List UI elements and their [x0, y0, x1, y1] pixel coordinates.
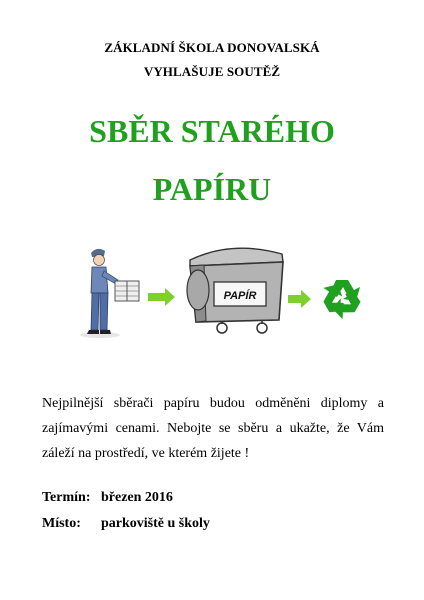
- title-line-2: PAPÍRU: [152, 171, 272, 207]
- arrow-right-icon: [148, 288, 175, 306]
- container-label: PAPÍR: [223, 290, 257, 302]
- arrow-right-icon: [288, 290, 311, 308]
- term-row: [42, 490, 173, 506]
- recycle-icon: [317, 280, 363, 323]
- school-name: ZÁKLADNÍ ŠKOLA DONOVALSKÁ: [104, 40, 320, 55]
- place-label: Místo:: [42, 516, 81, 531]
- announcement-subtitle: VYHLAŠUJE SOUTĚŽ: [143, 64, 281, 79]
- announcement-text: Nejpilnější sběrači papíru budou odměněni diplomy a zajímavými cenami. Nebojte se sběru a ukažte, že Vám záleží na prostředí, ve kterém žijete !: [42, 396, 384, 461]
- term-value: březen 2016: [101, 490, 173, 505]
- place-row: [42, 516, 210, 532]
- title-line-1: SBĚR STARÉHO: [89, 113, 335, 149]
- term-label: Termín:: [42, 490, 91, 505]
- person-carrying-paper-icon: [80, 249, 139, 338]
- place-value: parkoviště u školy: [101, 516, 210, 531]
- recycling-illustration: [0, 240, 424, 340]
